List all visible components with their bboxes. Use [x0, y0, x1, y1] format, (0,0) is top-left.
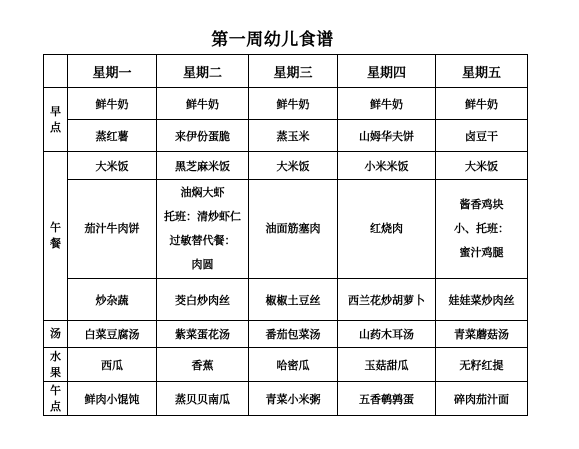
lunch-2-thu: 红烧肉	[338, 180, 436, 279]
breakfast-2-mon: 蒸红薯	[68, 120, 157, 152]
lunch-3-fri: 娃娃菜炒肉丝	[436, 279, 528, 321]
fruit-mon: 西瓜	[68, 348, 157, 382]
fruit-fri: 无籽红提	[436, 348, 528, 382]
header-monday: 星期一	[68, 55, 157, 88]
soup-tue: 紫菜蛋花汤	[157, 321, 249, 348]
header-thursday: 星期四	[338, 55, 436, 88]
breakfast-2-thu: 山姆华夫饼	[338, 120, 436, 152]
fruit-tue: 香蕉	[157, 348, 249, 382]
lunch-3-mon: 炒杂蔬	[68, 279, 157, 321]
soup-thu: 山药木耳汤	[338, 321, 436, 348]
meal-label-afternoon: 午 点	[44, 382, 68, 416]
afternoon-fri: 碎肉茄汁面	[436, 382, 528, 416]
breakfast-2-fri: 卤豆干	[436, 120, 528, 152]
soup-mon: 白菜豆腐汤	[68, 321, 157, 348]
lunch-3-wed: 椒椒土豆丝	[249, 279, 338, 321]
header-friday: 星期五	[436, 55, 528, 88]
lunch-row-1	[44, 152, 528, 180]
afternoon-mon: 鲜肉小馄饨	[68, 382, 157, 416]
breakfast-1-mon: 鲜牛奶	[68, 88, 157, 120]
afternoon-row	[44, 382, 528, 416]
breakfast-2-tue: 来伊份蛋脆	[157, 120, 249, 152]
breakfast-1-thu: 鲜牛奶	[338, 88, 436, 120]
breakfast-row-2	[44, 120, 528, 152]
meal-label-lunch: 午 餐	[44, 152, 68, 321]
lunch-2-tue: 油焖大虾 托班：清炒虾仁 过敏替代餐： 肉圆	[157, 180, 249, 279]
header-row	[44, 55, 528, 88]
lunch-3-thu: 西兰花炒胡萝卜	[338, 279, 436, 321]
lunch-2-mon: 茄汁牛肉饼	[68, 180, 157, 279]
header-wednesday: 星期三	[249, 55, 338, 88]
lunch-3-tue: 茭白炒肉丝	[157, 279, 249, 321]
fruit-thu: 玉菇甜瓜	[338, 348, 436, 382]
lunch-1-thu: 小米米饭	[338, 152, 436, 180]
lunch-1-wed: 大米饭	[249, 152, 338, 180]
breakfast-row-1	[44, 88, 528, 120]
meal-label-soup: 汤	[44, 321, 68, 348]
breakfast-1-tue: 鲜牛奶	[157, 88, 249, 120]
breakfast-2-wed: 蒸玉米	[249, 120, 338, 152]
meal-label-breakfast: 早 点	[44, 88, 68, 152]
breakfast-1-wed: 鲜牛奶	[249, 88, 338, 120]
lunch-1-tue: 黑芝麻米饭	[157, 152, 249, 180]
afternoon-tue: 蒸贝贝南瓜	[157, 382, 249, 416]
lunch-2-wed: 油面筋塞肉	[249, 180, 338, 279]
lunch-2-fri: 酱香鸡块 小、托班： 蜜汁鸡腿	[436, 180, 528, 279]
afternoon-wed: 青菜小米粥	[249, 382, 338, 416]
afternoon-thu: 五香鹌鹑蛋	[338, 382, 436, 416]
soup-row	[44, 321, 528, 348]
fruit-row	[44, 348, 528, 382]
lunch-1-fri: 大米饭	[436, 152, 528, 180]
menu-table	[43, 54, 528, 416]
soup-wed: 番茄包菜汤	[249, 321, 338, 348]
soup-fri: 青菜蘑菇汤	[436, 321, 528, 348]
header-corner	[44, 55, 68, 88]
header-tuesday: 星期二	[157, 55, 249, 88]
lunch-row-2	[44, 180, 528, 279]
lunch-1-mon: 大米饭	[68, 152, 157, 180]
lunch-row-3	[44, 279, 528, 321]
page-title: 第一周幼儿食谱	[211, 30, 334, 50]
meal-label-fruit: 水 果	[44, 348, 68, 382]
fruit-wed: 哈密瓜	[249, 348, 338, 382]
breakfast-1-fri: 鲜牛奶	[436, 88, 528, 120]
